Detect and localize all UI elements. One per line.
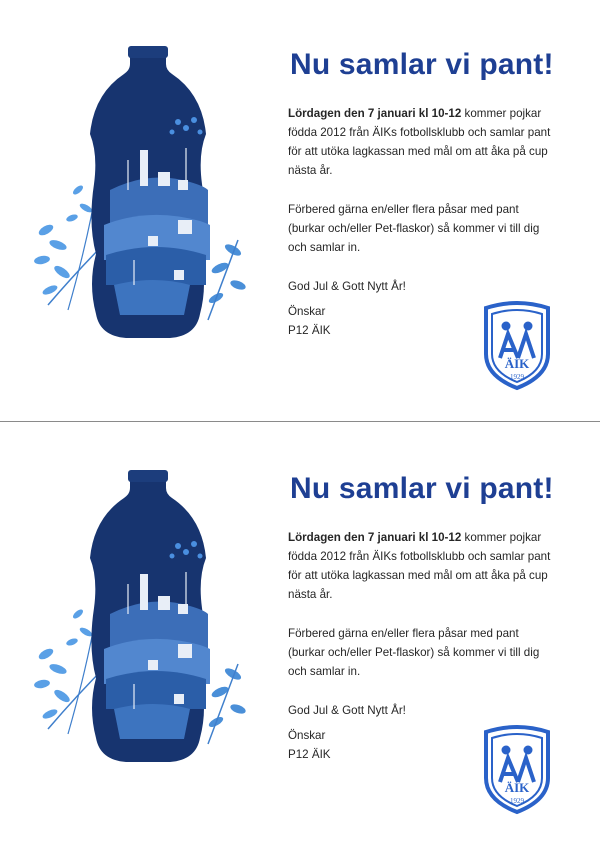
leaves-right xyxy=(207,240,247,320)
sender: P12 ÄIK xyxy=(288,748,331,761)
greeting: God Jul & Gott Nytt År! xyxy=(288,704,406,717)
bottle-cap xyxy=(128,470,168,482)
paragraph-prepare: Förbered gärna en/eller flera påsar med pant (burkar och/eller Pet-flaskor) så kommer vi till dig och samlar in. xyxy=(288,203,540,254)
date-time-bold: Lördagen den 7 januari kl 10-12 xyxy=(288,531,462,544)
logo-year: 1929 xyxy=(510,373,524,381)
bottle-cap xyxy=(128,46,168,58)
greeting: God Jul & Gott Nytt År! xyxy=(288,280,406,293)
cut-line xyxy=(0,421,600,422)
bottle-illustration xyxy=(28,464,268,764)
intro-text: kommer pojkar födda 2012 från ÄIKs fotbollsklubb och samlar pant för att utöka lagkassan med mål om att åka på cup nästa år. xyxy=(288,107,551,177)
logo-text: ÄIK xyxy=(504,780,530,795)
paragraph-prepare: Förbered gärna en/eller flera påsar med pant (burkar och/eller Pet-flaskor) så kommer vi till dig och samlar in. xyxy=(288,627,540,678)
sender: P12 ÄIK xyxy=(288,324,331,337)
page-title: Nu samlar vi pant! xyxy=(290,48,554,81)
wish-text: Önskar xyxy=(288,305,326,318)
logo-year: 1929 xyxy=(510,797,524,805)
flyer-bottom xyxy=(0,424,600,844)
paragraph-intro xyxy=(288,104,558,180)
leaves-right xyxy=(207,664,247,744)
aik-logo xyxy=(478,724,556,816)
logo-text: ÄIK xyxy=(504,356,530,371)
bottle-illustration xyxy=(28,40,268,340)
paragraph-intro xyxy=(288,528,558,604)
wish-text: Önskar xyxy=(288,729,326,742)
date-time-bold: Lördagen den 7 januari kl 10-12 xyxy=(288,107,462,120)
aik-logo xyxy=(478,300,556,392)
intro-text: kommer pojkar födda 2012 från ÄIKs fotbollsklubb och samlar pant för att utöka lagkassan med mål om att åka på cup nästa år. xyxy=(288,531,551,601)
flyer-top xyxy=(0,0,600,420)
page-title: Nu samlar vi pant! xyxy=(290,472,554,505)
